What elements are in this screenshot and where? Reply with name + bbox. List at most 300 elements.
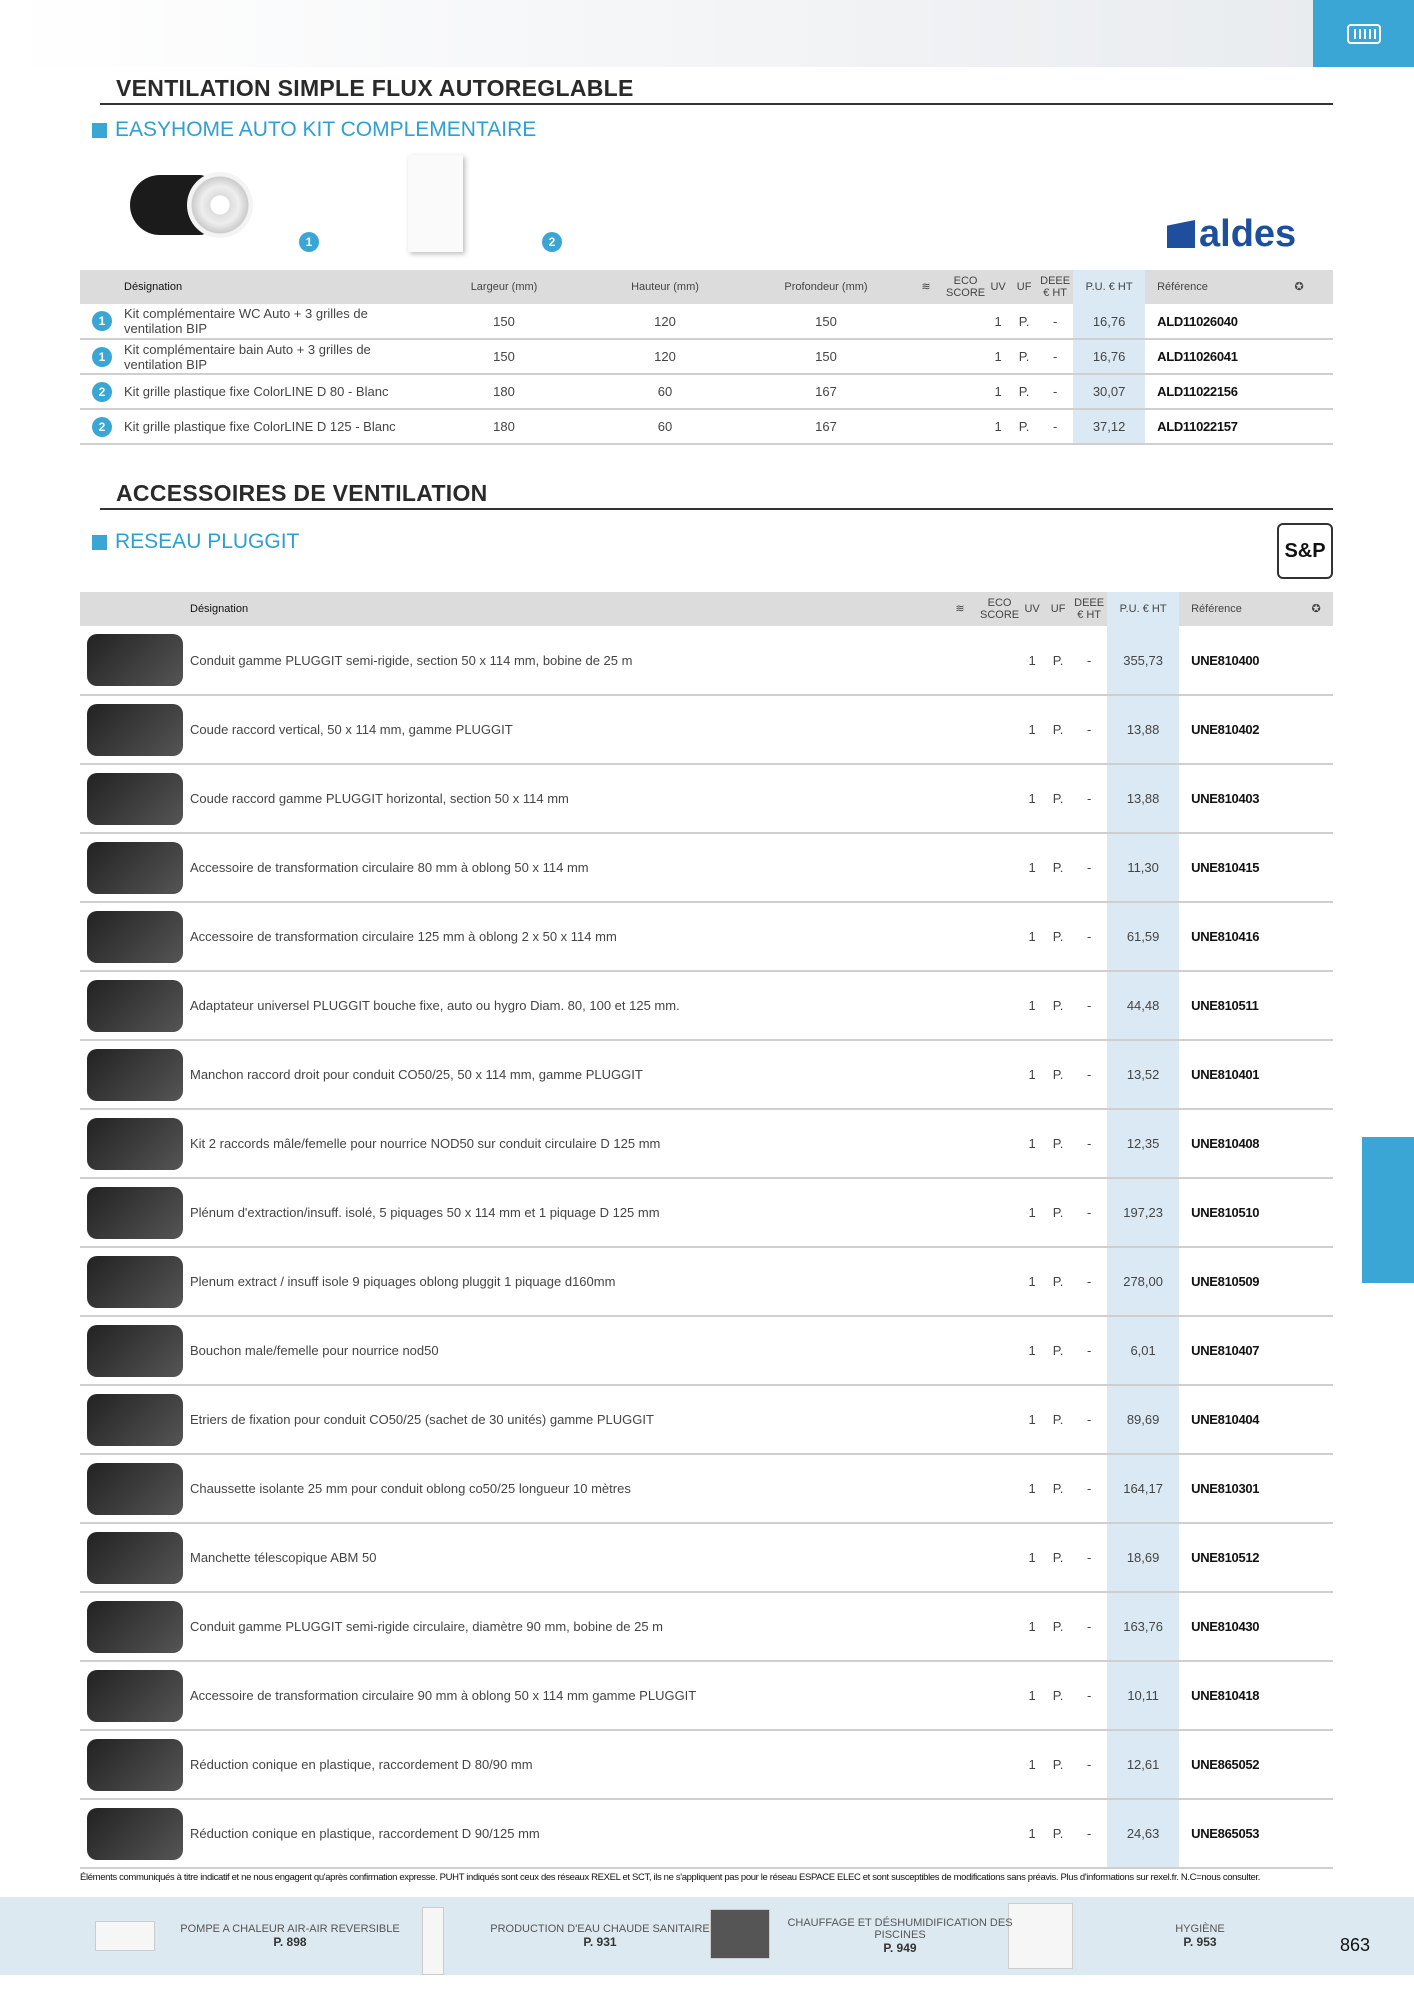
product-thumbnail [87, 1739, 183, 1791]
table-row[interactable] [80, 764, 1333, 833]
recycle [1299, 1523, 1333, 1592]
reference: UNE810404 [1179, 1385, 1299, 1454]
table-row[interactable] [80, 339, 1333, 374]
price: 12,35 [1107, 1109, 1179, 1178]
section1-title: VENTILATION SIMPLE FLUX AUTOREGLABLE [116, 75, 634, 101]
recycle [1299, 1178, 1333, 1247]
product-thumbnail [87, 1325, 183, 1377]
price: 13,88 [1107, 695, 1179, 764]
footer-page: P. 949 [883, 1941, 917, 1955]
uf: P. [1045, 1316, 1071, 1385]
product-thumbnail [87, 1118, 183, 1170]
price: 37,12 [1073, 409, 1145, 444]
product-thumbnail [87, 911, 183, 963]
wifi [940, 1730, 980, 1799]
table-row[interactable] [80, 1109, 1333, 1178]
designation: Kit complémentaire bain Auto + 3 grilles de ventilation BIP [124, 339, 424, 374]
uf: P. [1045, 902, 1071, 971]
wifi [906, 409, 946, 444]
footer-link[interactable] [160, 1897, 420, 1975]
uv: 1 [1019, 1523, 1045, 1592]
price: 12,61 [1107, 1730, 1179, 1799]
image-ref-badge: 2 [92, 417, 112, 437]
image-ref-badge: 1 [92, 347, 112, 367]
footer-link[interactable] [1090, 1897, 1310, 1975]
designation: Chaussette isolante 25 mm pour conduit oblong co50/25 longueur 10 mètres [190, 1454, 940, 1523]
table-row[interactable] [80, 1730, 1333, 1799]
profondeur: 150 [746, 304, 906, 339]
table-row[interactable] [80, 1178, 1333, 1247]
eco-score [946, 374, 985, 409]
deee: - [1071, 1040, 1107, 1109]
col-designation: Désignation [190, 592, 940, 626]
recycle [1299, 1454, 1333, 1523]
table-row[interactable] [80, 695, 1333, 764]
footer-link[interactable] [780, 1897, 1020, 1975]
eco-score [980, 1799, 1019, 1868]
wifi [940, 764, 980, 833]
reference: UNE810401 [1179, 1040, 1299, 1109]
price: 18,69 [1107, 1523, 1179, 1592]
designation: Plenum extract / insuff isole 9 piquages oblong pluggit 1 piquage d160mm [190, 1247, 940, 1316]
eco-score [980, 1316, 1019, 1385]
reference: UNE810510 [1179, 1178, 1299, 1247]
deee: - [1071, 626, 1107, 695]
chapter-tab[interactable] [1362, 1137, 1414, 1283]
wifi [940, 1316, 980, 1385]
table-row[interactable] [80, 1799, 1333, 1868]
divider [100, 508, 1333, 510]
uf: P. [1045, 764, 1071, 833]
recycle [1299, 1661, 1333, 1730]
eco-score [980, 1661, 1019, 1730]
sp-logo: S&P [1277, 523, 1333, 579]
section2-title: ACCESSOIRES DE VENTILATION [116, 480, 488, 506]
reference: UNE810430 [1179, 1592, 1299, 1661]
deee: - [1071, 1523, 1107, 1592]
col-largeur: Largeur (mm) [424, 270, 584, 304]
wifi [940, 1385, 980, 1454]
table-row[interactable] [80, 833, 1333, 902]
wifi [940, 1799, 980, 1868]
designation: Accessoire de transformation circulaire 80 mm à oblong 50 x 114 mm [190, 833, 940, 902]
uv: 1 [985, 409, 1011, 444]
price: 278,00 [1107, 1247, 1179, 1316]
reference: UNE810418 [1179, 1661, 1299, 1730]
product-thumbnail [87, 1670, 183, 1722]
hauteur: 120 [584, 339, 746, 374]
category-tab[interactable] [1313, 0, 1414, 67]
product-image-grille [408, 155, 463, 252]
subtitle-text: EASYHOME AUTO KIT COMPLEMENTAIRE [115, 118, 537, 141]
deee: - [1071, 1109, 1107, 1178]
uv: 1 [1019, 695, 1045, 764]
deee: - [1071, 902, 1107, 971]
wifi [940, 1247, 980, 1316]
product-table-2 [80, 592, 1333, 1869]
uf: P. [1011, 409, 1037, 444]
wifi [940, 1523, 980, 1592]
eco-score [946, 339, 985, 374]
section2-subtitle [92, 530, 299, 554]
col-eco: ECO SCORE [980, 592, 1019, 626]
table-row[interactable] [80, 626, 1333, 695]
designation: Etriers de fixation pour conduit CO50/25 (sachet de 30 unités) gamme PLUGGIT [190, 1385, 940, 1454]
product-thumbnail [87, 980, 183, 1032]
uf: P. [1045, 1247, 1071, 1316]
eco-score [980, 1592, 1019, 1661]
uf: P. [1045, 1592, 1071, 1661]
eco-score [980, 1040, 1019, 1109]
recycle [1299, 764, 1333, 833]
eco-score [980, 971, 1019, 1040]
largeur: 180 [424, 409, 584, 444]
deee: - [1071, 1178, 1107, 1247]
uv: 1 [1019, 902, 1045, 971]
reference: UNE810512 [1179, 1523, 1299, 1592]
image-ref-badge: 2 [92, 382, 112, 402]
table-row[interactable] [80, 1454, 1333, 1523]
uv: 1 [1019, 1730, 1045, 1799]
eco-score [980, 764, 1019, 833]
wifi [940, 1040, 980, 1109]
uv: 1 [1019, 1661, 1045, 1730]
footer-page: P. 898 [273, 1935, 307, 1949]
largeur: 150 [424, 304, 584, 339]
uf: P. [1045, 1799, 1071, 1868]
profondeur: 167 [746, 374, 906, 409]
price: 164,17 [1107, 1454, 1179, 1523]
recycle [1299, 971, 1333, 1040]
eco-score [980, 1178, 1019, 1247]
designation: Accessoire de transformation circulaire 125 mm à oblong 2 x 50 x 114 mm [190, 902, 940, 971]
reference: UNE810511 [1179, 971, 1299, 1040]
eco-score [980, 1109, 1019, 1178]
hauteur: 120 [584, 304, 746, 339]
designation: Kit complémentaire WC Auto + 3 grilles de ventilation BIP [124, 304, 424, 339]
reference: UNE810402 [1179, 695, 1299, 764]
product-thumbnail [87, 1256, 183, 1308]
deee: - [1071, 764, 1107, 833]
uv: 1 [985, 304, 1011, 339]
reference: UNE810403 [1179, 764, 1299, 833]
designation: Réduction conique en plastique, raccordement D 90/125 mm [190, 1799, 940, 1868]
price: 30,07 [1073, 374, 1145, 409]
designation: Manchon raccord droit pour conduit CO50/25, 50 x 114 mm, gamme PLUGGIT [190, 1040, 940, 1109]
col-designation: Désignation [124, 270, 424, 304]
price: 89,69 [1107, 1385, 1179, 1454]
uv: 1 [1019, 1316, 1045, 1385]
wifi [940, 1178, 980, 1247]
recycle [1299, 1385, 1333, 1454]
price: 6,01 [1107, 1316, 1179, 1385]
uf: P. [1045, 1385, 1071, 1454]
price: 13,52 [1107, 1040, 1179, 1109]
aldes-logo: aldes [1167, 216, 1296, 252]
table-row[interactable] [80, 1661, 1333, 1730]
deee: - [1037, 409, 1073, 444]
col-uv: UV [1019, 592, 1045, 626]
wifi [940, 626, 980, 695]
price: 61,59 [1107, 902, 1179, 971]
reference: UNE810415 [1179, 833, 1299, 902]
uv: 1 [1019, 833, 1045, 902]
reference: ALD11026040 [1145, 304, 1265, 339]
wifi [906, 339, 946, 374]
wifi [940, 1661, 980, 1730]
price: 16,76 [1073, 304, 1145, 339]
uv: 1 [1019, 1385, 1045, 1454]
image-label: 2 [542, 232, 562, 252]
col-uv: UV [985, 270, 1011, 304]
recycle [1299, 1109, 1333, 1178]
designation: Réduction conique en plastique, raccordement D 80/90 mm [190, 1730, 940, 1799]
uf: P. [1045, 1454, 1071, 1523]
wifi [940, 1109, 980, 1178]
uf: P. [1045, 1109, 1071, 1178]
uf: P. [1045, 833, 1071, 902]
footer-label: POMPE A CHALEUR AIR-AIR REVERSIBLE [180, 1923, 400, 1935]
recycle [1299, 1316, 1333, 1385]
recycle [1299, 1730, 1333, 1799]
recycle-icon: ✪ [1299, 592, 1333, 626]
eco-score [980, 1247, 1019, 1316]
price: 44,48 [1107, 971, 1179, 1040]
eco-score [946, 304, 985, 339]
eco-score [980, 1730, 1019, 1799]
eco-score [946, 409, 985, 444]
uv: 1 [985, 339, 1011, 374]
uv: 1 [1019, 1040, 1045, 1109]
table-row[interactable] [80, 1316, 1333, 1385]
designation: Plénum d'extraction/insuff. isolé, 5 piquages 50 x 114 mm et 1 piquage D 125 mm [190, 1178, 940, 1247]
eco-score [980, 626, 1019, 695]
product-image-bouche [125, 160, 260, 250]
col-eco: ECO SCORE [946, 270, 985, 304]
table-row[interactable] [80, 409, 1333, 444]
table-row[interactable] [80, 1523, 1333, 1592]
uv: 1 [1019, 1109, 1045, 1178]
product-thumbnail [87, 1187, 183, 1239]
uv: 1 [1019, 1592, 1045, 1661]
table-row[interactable] [80, 374, 1333, 409]
footer-page: P. 931 [583, 1935, 617, 1949]
wifi-icon: ≋ [906, 270, 946, 304]
reference: UNE810509 [1179, 1247, 1299, 1316]
wifi [940, 1454, 980, 1523]
product-thumbnail [87, 1049, 183, 1101]
reference: ALD11022156 [1145, 374, 1265, 409]
uv: 1 [1019, 971, 1045, 1040]
product-thumbnail [87, 842, 183, 894]
footer-label: HYGIÈNE [1175, 1923, 1225, 1935]
uv: 1 [1019, 764, 1045, 833]
largeur: 150 [424, 339, 584, 374]
uv: 1 [1019, 1454, 1045, 1523]
hauteur: 60 [584, 374, 746, 409]
footer-label: CHAUFFAGE ET DÉSHUMIDIFICATION DES PISCINES [787, 1917, 1013, 1941]
wifi [940, 902, 980, 971]
deee: - [1071, 1316, 1107, 1385]
uf: P. [1011, 339, 1037, 374]
table-row[interactable] [80, 971, 1333, 1040]
designation: Coude raccord gamme PLUGGIT horizontal, section 50 x 114 mm [190, 764, 940, 833]
deee: - [1037, 304, 1073, 339]
eco-score [980, 695, 1019, 764]
footer-page: P. 953 [1183, 1935, 1217, 1949]
col-profondeur: Profondeur (mm) [746, 270, 906, 304]
uf: P. [1045, 1730, 1071, 1799]
recycle [1265, 304, 1333, 339]
uf: P. [1045, 971, 1071, 1040]
col-deee: DEEE € HT [1071, 592, 1107, 626]
table-row[interactable] [80, 1247, 1333, 1316]
table-row[interactable] [80, 304, 1333, 339]
col-deee: DEEE € HT [1037, 270, 1073, 304]
product-thumbnail [87, 704, 183, 756]
uf: P. [1045, 1523, 1071, 1592]
table-row[interactable] [80, 1385, 1333, 1454]
product-thumbnail [87, 773, 183, 825]
deee: - [1071, 833, 1107, 902]
image-ref-badge: 1 [92, 311, 112, 331]
designation: Conduit gamme PLUGGIT semi-rigide circulaire, diamètre 90 mm, bobine de 25 m [190, 1592, 940, 1661]
designation: Kit grille plastique fixe ColorLINE D 125 - Blanc [124, 409, 424, 444]
designation: Conduit gamme PLUGGIT semi-rigide, section 50 x 114 mm, bobine de 25 m [190, 626, 940, 695]
deee: - [1071, 1661, 1107, 1730]
reference: UNE865052 [1179, 1730, 1299, 1799]
profondeur: 167 [746, 409, 906, 444]
price: 16,76 [1073, 339, 1145, 374]
deee: - [1071, 971, 1107, 1040]
designation: Manchette télescopique ABM 50 [190, 1523, 940, 1592]
recycle-icon: ✪ [1265, 270, 1333, 304]
largeur: 180 [424, 374, 584, 409]
product-thumbnail [87, 1394, 183, 1446]
deee: - [1071, 1247, 1107, 1316]
reference: ALD11026041 [1145, 339, 1265, 374]
wifi [940, 695, 980, 764]
reference: UNE810407 [1179, 1316, 1299, 1385]
footer-link[interactable] [470, 1897, 730, 1975]
reference: UNE810416 [1179, 902, 1299, 971]
uv: 1 [985, 374, 1011, 409]
reference: UNE810408 [1179, 1109, 1299, 1178]
deee: - [1071, 1799, 1107, 1868]
table-row[interactable] [80, 1592, 1333, 1661]
product-table-1 [80, 270, 1333, 445]
product-thumbnail [87, 634, 183, 686]
section1-subtitle [92, 118, 536, 142]
deee: - [1037, 374, 1073, 409]
uf: P. [1011, 304, 1037, 339]
eco-score [980, 902, 1019, 971]
reference: UNE865053 [1179, 1799, 1299, 1868]
designation: Kit grille plastique fixe ColorLINE D 80 - Blanc [124, 374, 424, 409]
product-thumbnail [87, 1532, 183, 1584]
product-thumbnail [87, 1463, 183, 1515]
price: 163,76 [1107, 1592, 1179, 1661]
price: 197,23 [1107, 1178, 1179, 1247]
col-price: P.U. € HT [1107, 592, 1179, 626]
col-hauteur: Hauteur (mm) [584, 270, 746, 304]
radiator-icon [1346, 22, 1382, 46]
page-number: 863 [1340, 1935, 1371, 1955]
table-row[interactable] [80, 1040, 1333, 1109]
deee: - [1071, 695, 1107, 764]
deee: - [1037, 339, 1073, 374]
image-label: 1 [299, 232, 319, 252]
wifi [940, 833, 980, 902]
designation: Coude raccord vertical, 50 x 114 mm, gamme PLUGGIT [190, 695, 940, 764]
uv: 1 [1019, 626, 1045, 695]
recycle [1299, 1799, 1333, 1868]
col-ref: Référence [1145, 270, 1265, 304]
uf: P. [1045, 1040, 1071, 1109]
designation: Adaptateur universel PLUGGIT bouche fixe, auto ou hygro Diam. 80, 100 et 125 mm. [190, 971, 940, 1040]
profondeur: 150 [746, 339, 906, 374]
col-uf: UF [1011, 270, 1037, 304]
eco-score [980, 1454, 1019, 1523]
designation: Accessoire de transformation circulaire 90 mm à oblong 50 x 114 mm gamme PLUGGIT [190, 1661, 940, 1730]
uf: P. [1045, 695, 1071, 764]
product-thumbnail [87, 1601, 183, 1653]
uf: P. [1045, 1178, 1071, 1247]
footer-label: PRODUCTION D'EAU CHAUDE SANITAIRE [490, 1923, 710, 1935]
deee: - [1071, 1454, 1107, 1523]
uf: P. [1045, 626, 1071, 695]
wifi [906, 304, 946, 339]
recycle [1299, 902, 1333, 971]
wifi [940, 1592, 980, 1661]
uv: 1 [1019, 1178, 1045, 1247]
reference: ALD11022157 [1145, 409, 1265, 444]
recycle [1299, 1247, 1333, 1316]
price: 10,11 [1107, 1661, 1179, 1730]
price: 11,30 [1107, 833, 1179, 902]
eco-score [980, 1385, 1019, 1454]
table-row[interactable] [80, 902, 1333, 971]
product-thumbnail [87, 1808, 183, 1860]
disclaimer: Éléments communiqués à titre indicatif et ne nous engagent qu'après confirmation expresse. PUHT indiqués sont ceux des réseaux REXEL et SCT, ils ne s'appliquent pas pour le réseau ESPACE ELEC et sont susceptibles de modifications sans préavis. Plus d'informations sur rexel.fr. N.C=nous consulter. [80, 1872, 1260, 1883]
recycle [1265, 339, 1333, 374]
col-uf: UF [1045, 592, 1071, 626]
recycle [1299, 833, 1333, 902]
recycle [1299, 695, 1333, 764]
recycle [1299, 626, 1333, 695]
subtitle-text: RESEAU PLUGGIT [115, 530, 300, 553]
eco-score [980, 1523, 1019, 1592]
eco-score [980, 833, 1019, 902]
reference: UNE810301 [1179, 1454, 1299, 1523]
wifi [940, 971, 980, 1040]
price: 355,73 [1107, 626, 1179, 695]
wifi-icon: ≋ [940, 592, 980, 626]
top-bar [0, 0, 1313, 67]
uf: P. [1011, 374, 1037, 409]
recycle [1299, 1040, 1333, 1109]
recycle [1299, 1592, 1333, 1661]
recycle [1265, 409, 1333, 444]
uf: P. [1045, 1661, 1071, 1730]
reference: UNE810400 [1179, 626, 1299, 695]
col-ref: Référence [1179, 592, 1299, 626]
price: 24,63 [1107, 1799, 1179, 1868]
price: 13,88 [1107, 764, 1179, 833]
deee: - [1071, 1730, 1107, 1799]
deee: - [1071, 1385, 1107, 1454]
divider [100, 103, 1333, 105]
